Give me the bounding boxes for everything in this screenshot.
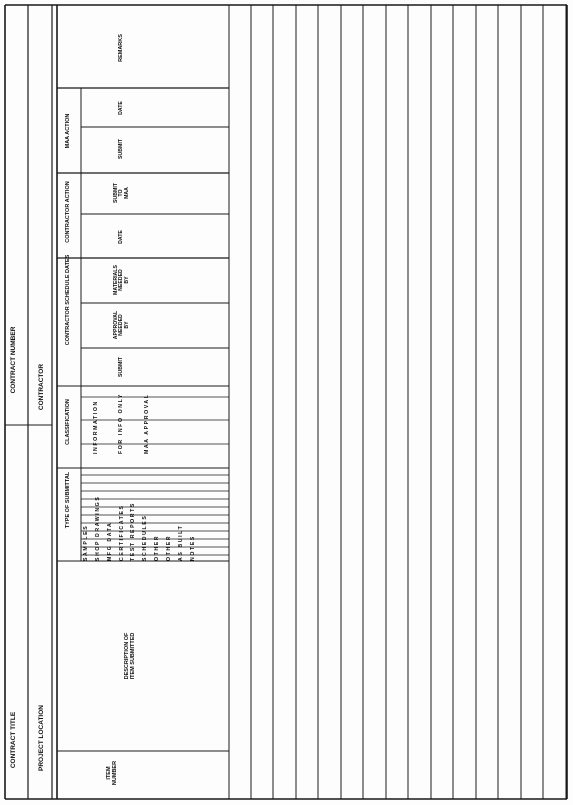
submit-to-maa-header: SUBMIT TO MAA — [112, 183, 130, 203]
col-contractor-schedule-dates-header: CONTRACTOR SCHEDULE DATES — [65, 254, 72, 346]
col-classification-header: CLASSIFICATION — [65, 399, 72, 445]
col-type-of-submittal-header: TYPE OF SUBMITTAL — [65, 471, 72, 529]
list-item: CERTIFICATES — [118, 504, 125, 561]
col-contractor-action-header: CONTRACTOR ACTION — [65, 181, 72, 243]
col-remarks-header: REMARKS — [118, 34, 125, 62]
maa-submit-header: SUBMIT — [118, 139, 125, 159]
list-item: SAMPLES — [83, 524, 89, 561]
type-of-submittal-list — [84, 457, 196, 561]
list-item: FOR INFO ONLY — [118, 393, 125, 454]
contractor-label: CONTRACTOR — [37, 363, 45, 411]
list-item: INFORMATION — [93, 400, 100, 454]
classification-list — [84, 388, 160, 454]
list-item: OTHER — [154, 534, 161, 561]
list-item: NOTES — [189, 535, 196, 561]
contract-title-label: CONTRACT TITLE — [9, 711, 17, 769]
list-item: SCHEDULES — [142, 514, 149, 561]
sched-submit-header: SUBMIT — [118, 357, 125, 377]
submittal-types — [84, 457, 196, 561]
classification-items — [84, 388, 160, 454]
col-maa-action-header: MAA ACTION — [65, 113, 72, 149]
materials-needed-by-header: MATERIALS NEEDED BY — [112, 265, 130, 295]
approval-needed-by-header: APPROVAL NEEDED BY — [112, 310, 130, 340]
col-item-number-header: ITEM NUMBER — [106, 760, 118, 786]
project-location-label: PROJECT LOCATION — [37, 705, 45, 771]
col-description-header: DESCRIPTION OF ITEM SUBMITTED — [124, 632, 136, 680]
list-item: AS BUILT — [177, 524, 184, 561]
contractor-action-date-header: DATE — [118, 230, 125, 244]
list-item: MFG DATA — [106, 521, 113, 561]
contract-number-label: CONTRACT NUMBER — [9, 326, 17, 394]
list-item: SHOP DRAWINGS — [94, 495, 101, 561]
list-item: TEST REPORTS — [130, 502, 137, 561]
list-item: OTHER — [166, 534, 173, 561]
list-item: MAA APPROVAL — [143, 393, 150, 454]
maa-date-header: DATE — [118, 101, 125, 115]
